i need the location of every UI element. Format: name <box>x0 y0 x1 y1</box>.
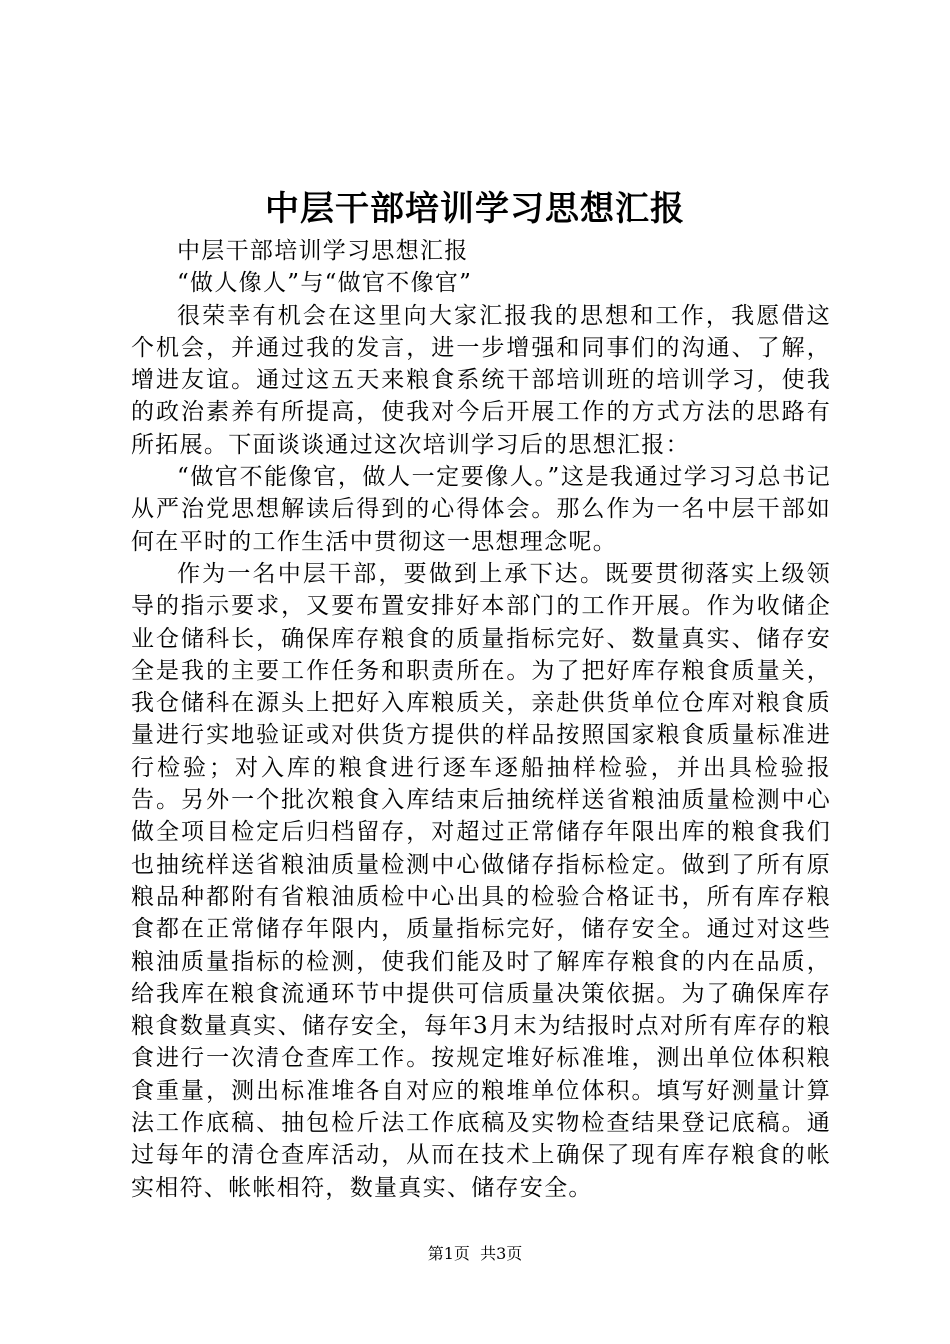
document-title: 中层干部培训学习思想汇报 <box>265 189 685 229</box>
body-paragraph: 作为一名中层干部，要做到上承下达。既要贯彻落实上级领导的指示要求，又要布置安排好本部门的工作开展。作为收储企业仓储科长，确保库存粮食的质量指标完好、数量真实、储存安全是我的主要工作任务和职责所在。为了把好库存粮食质量关，我仓储科在源头上把好入库粮质关，亲赴供货单位仓库对粮食质量进行实地验证或对供货方提供的样品按照国家粮食质量标准进行检验；对入库的粮食进行逐车逐船抽样检验，并出具检验报告。另外一个批次粮食入库结束后抽统样送省粮油质量检测中心做全项目检定后归档留存，对超过正常储存年限出库的粮食我们也抽统样送省粮油质量检测中心做储存指标检定。做到了所有原粮品种都附有省粮油质检中心出具的检验合格证书，所有库存粮食都在正常储存年限内，质量指标完好，储存安全。通过对这些粮油质量指标的检测，使我们能及时了解库存粮食的内在品质，给我库在粮食流通环节中提供可信质量决策依据。为了确保库存粮食数量真实、储存安全，每年3月末为结报时点对所有库存的粮食进行一次清仓查库工作。按规定堆好标准堆，测出单位体积粮食重量，测出标准堆各自对应的粮堆单位体积。填写好测量计算法工作底稿、抽包检斤法工作底稿及实物检查结果登记底稿。通过每年的清仓查库活动，从而在技术上确保了现有库存粮食的帐实相符、帐帐相符，数量真实、储存安全。 <box>131 560 831 1201</box>
theme-paragraph: “做人像人”与“做官不像官” <box>177 270 473 297</box>
subtitle-paragraph: 中层干部培训学习思想汇报 <box>177 238 469 264</box>
quote-paragraph: “做官不能像官，做人一定要像人。”这是我通过学习习总书记从严治党思想解读后得到的心得体会。那么作为一名中层干部如何在平时的工作生活中贯彻这一思想理念呢。 <box>131 464 831 555</box>
document-body <box>131 235 831 1204</box>
page-footer: 第1页 共3页 <box>427 1244 523 1263</box>
intro-paragraph: 很荣幸有机会在这里向大家汇报我的思想和工作，我愿借这个机会，并通过我的发言，进一步增强和同事们的沟通、了解，增进友谊。通过这五天来粮食系统干部培训班的培训学习，使我的政治素养有所提高，使我对今后开展工作的方式方法的思路有所拓展。下面谈谈通过这次培训学习后的思想汇报： <box>131 302 831 458</box>
